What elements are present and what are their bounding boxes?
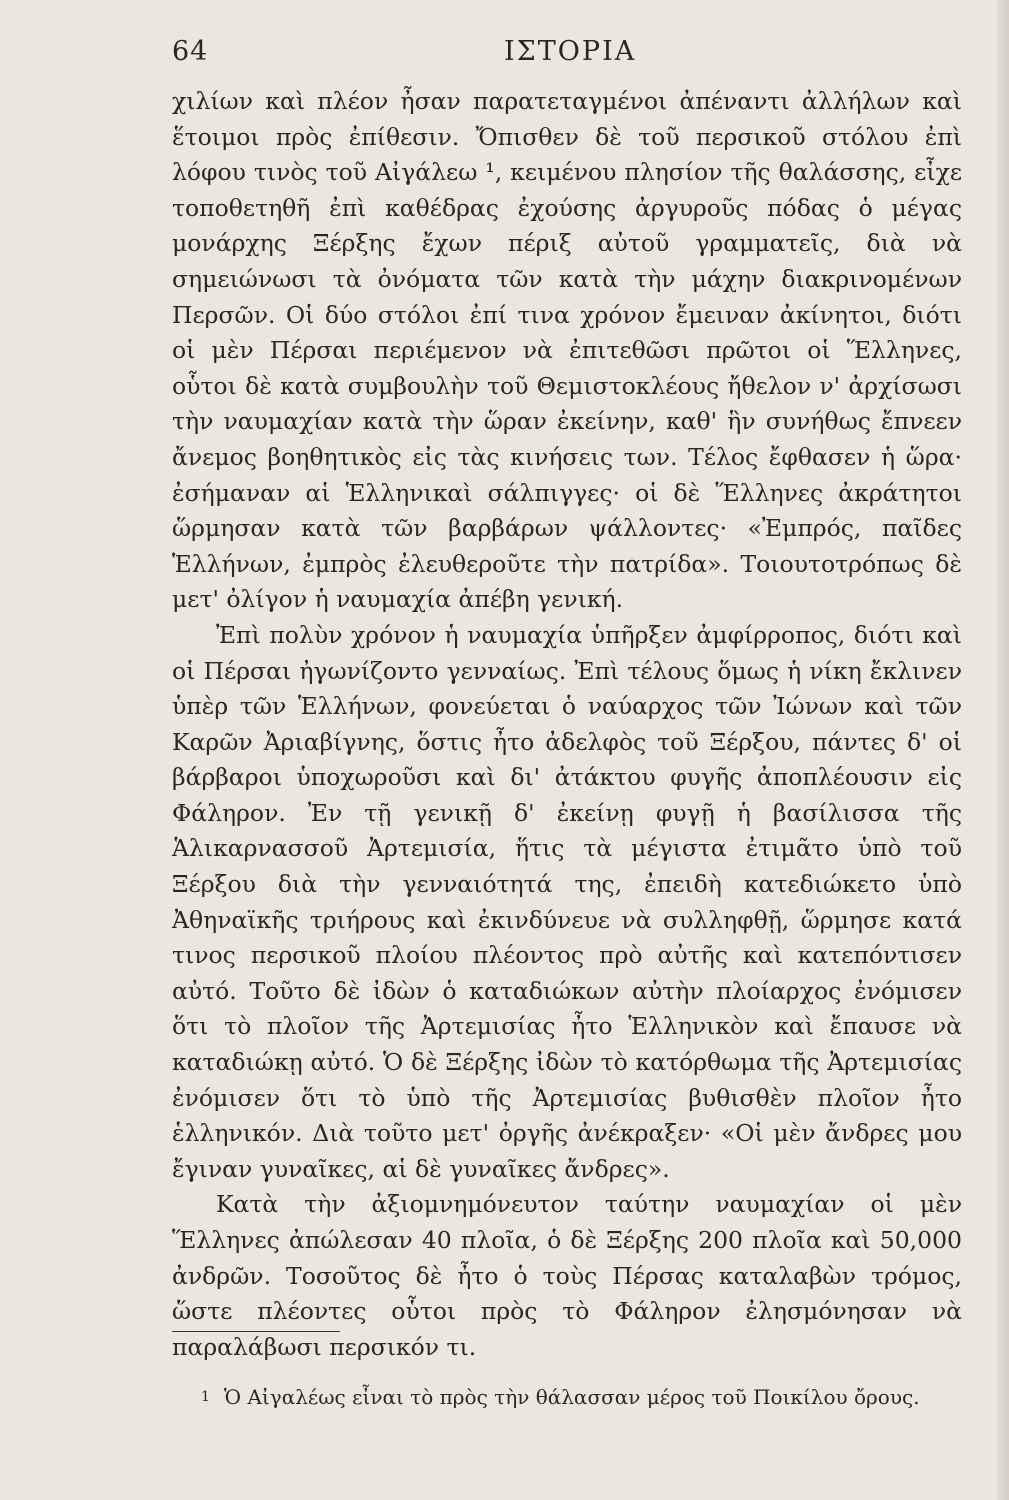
page-number: 64 (172, 36, 209, 67)
footnote-marker: 1 (201, 1389, 210, 1405)
body-text (172, 84, 962, 1365)
page-header (172, 36, 952, 76)
footnote-divider (172, 1331, 340, 1332)
paragraph-3: Κατὰ τὴν ἀξιομνημόνευτον ταύτην ναυμαχίαν οἱ μὲν Ἕλληνες ἀπώλεσαν 40 πλοῖα, ὁ δὲ Ξέρξης 200 πλοῖα καὶ 50,000 ἀνδρῶν. Τοσοῦτος δὲ ἦτο ὁ τοὺς Πέρσας καταλαβὼν τρόμος, ὥστε πλέοντες οὗτοι πρὸς τὸ Φάληρον ἐλησμόνησαν νὰ παραλάβωσι περσικόν τι. (172, 1190, 962, 1361)
paragraph-2: Ἐπὶ πολὺν χρόνον ἡ ναυμαχία ὑπῆρξεν ἀμφίρροπος, διότι καὶ οἱ Πέρσαι ἠγωνίζοντο γενναίως. Ἐπὶ τέλους ὅμως ἡ νίκη ἔκλινεν ὑπὲρ τῶν Ἑλλήνων, φονεύεται ὁ ναύαρχος τῶν Ἰώνων καὶ τῶν Καρῶν Ἀριαβίγνης, ὅστις ἦτο ἀδελφὸς τοῦ Ξέρξου, πάντες δ' οἱ βάρβαροι ὑποχωροῦσι καὶ δι' ἀτάκτου φυγῆς ἀποπλέουσιν εἰς Φάληρον. Ἐν τῇ γενικῇ δ' ἐκείνῃ φυγῇ ἡ βασίλισσα τῆς Ἁλικαρνασσοῦ Ἀρτεμισία, ἥτις τὰ μέγιστα ἐτιμᾶτο ὑπὸ τοῦ Ξέρξου διὰ τὴν γενναιότητά της, ἐπειδὴ κατεδιώκετο ὑπὸ Ἀθηναϊκῆς τριήρους καὶ ἐκινδύνευε νὰ συλληφθῇ, ὥρμησε κατά τινος περσικοῦ πλοίου πλέοντος πρὸ αὐτῆς καὶ κατεπόντισεν αὐτό. Τοῦτο δὲ ἰδὼν ὁ καταδιώκων αὐτὴν πλοίαρχος ἐνόμισεν ὅτι τὸ πλοῖον τῆς Ἀρτεμισίας ἦτο Ἑλληνικὸν καὶ ἔπαυσε νὰ καταδιώκῃ αὐτό. Ὁ δὲ Ξέρξης ἰδὼν τὸ κατόρθωμα τῆς Ἀρτεμισίας ἐνόμισεν ὅτι τὸ ὑπὸ τῆς Ἀρτεμισίας βυθισθὲν πλοῖον ἦτο ἑλληνικόν. Διὰ τοῦτο μετ' ὀργῆς ἀνέκραξεν· «Οἱ μὲν ἄνδρες μου ἔγιναν γυναῖκες, αἱ δὲ γυναῖκες ἄνδρες». (172, 620, 962, 1183)
paragraph-1: χιλίων καὶ πλέον ἦσαν παρατεταγμένοι ἀπέναντι ἀλλήλων καὶ ἕτοιμοι πρὸς ἐπίθεσιν. Ὄπισθεν δὲ τοῦ περσικοῦ στόλου ἐπὶ λόφου τινὸς τοῦ Αἰγάλεω ¹, κειμένου πλησίον τῆς θαλάσσης, εἶχε τοποθετηθῆ ἐπὶ καθέδρας ἐχούσης ἀργυροῦς πόδας ὁ μέγας μονάρχης Ξέρξης ἔχων πέριξ αὐτοῦ γραμματεῖς, διὰ νὰ σημειώνωσι τὰ ὀνόματα τῶν κατὰ τὴν μάχην διακρινομένων Περσῶν. Οἱ δύο στόλοι ἐπί τινα χρόνον ἔμειναν ἀκίνητοι, διότι οἱ μὲν Πέρσαι περιέμενον νὰ ἐπιτεθῶσι πρῶτοι οἱ Ἕλληνες, οὗτοι δὲ κατὰ συμβουλὴν τοῦ Θεμιστοκλέους ἤθελον ν' ἀρχίσωσι τὴν ναυμαχίαν κατὰ τὴν ὥραν ἐκείνην, καθ' ἣν συνήθως ἔπνεεν ἄνεμος βοηθητικὸς εἰς τὰς κινήσεις των. Τέλος ἔφθασεν ἡ ὥρα· ἐσήμαναν αἱ Ἑλληνικαὶ σάλπιγγες· οἱ δὲ Ἕλληνες ἀκράτητοι ὥρμησαν κατὰ τῶν βαρβάρων ψάλλοντες· «Ἐμπρός, παῖδες Ἑλλήνων, ἐμπρὸς ἐλευθεροῦτε τὴν πατρίδα». Τοιουτοτρόπως δὲ μετ' ὀλίγον ἡ ναυμαχία ἀπέβη γενική. (172, 87, 962, 614)
footnote-text: Ὁ Αἰγαλέως εἶναι τὸ πρὸς τὴν θάλασσαν μέρος τοῦ Ποικίλου ὄρους. (223, 1385, 920, 1409)
footnote (201, 1383, 941, 1411)
page-edge (997, 0, 1009, 1500)
running-head: ΙΣΤΟΡΙΑ (504, 36, 637, 67)
